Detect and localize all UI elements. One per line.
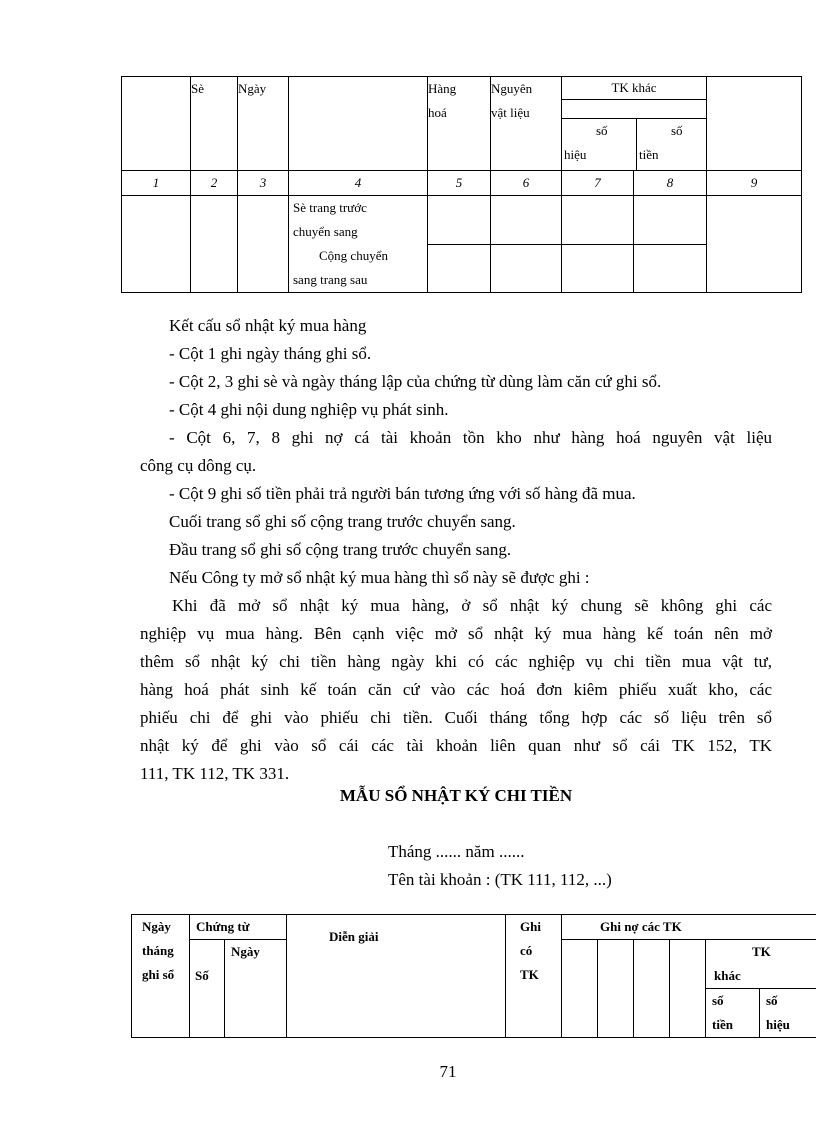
body-line: - Cột 6, 7, 8 ghi nợ cá tài khoản tồn kho như hàng hoá nguyên vật liệu (169, 428, 772, 447)
carry-over-line2: sang trang sau (293, 272, 368, 287)
body-line: - Cột 4 ghi nội dung nghiệp vụ phát sinh. (169, 400, 449, 419)
header-ghi-no: Ghi nợ các TK (562, 915, 816, 940)
col-number: 4 (289, 171, 428, 196)
body-line: Kết cấu sổ nhật ký mua hàng (169, 316, 367, 335)
body-line: phiếu chi để ghi vào phiếu chi tiền. Cuối tháng tổng hợp các số liệu trên sổ (140, 708, 772, 727)
body-line: nhật ký để ghi vào sổ cái các tài khoản liên quan như sổ cái TK 152, TK (140, 736, 772, 755)
header-tk-khac: TK khác số hiệu số tiền (562, 77, 707, 171)
month-line: Tháng ...... năm ...... (388, 842, 525, 861)
header-ngay-thang: Ngày tháng ghi sổ (132, 915, 190, 1038)
table-cell (428, 244, 491, 293)
carry-forward-line1: Sè trang trước (293, 200, 367, 215)
purchase-journal-table (121, 76, 802, 293)
table-cell (562, 196, 634, 245)
header-ngay: Ngày (238, 77, 289, 171)
table-cell (707, 196, 802, 293)
header-so-hieu: số hiệu (562, 119, 637, 170)
col-number: 3 (238, 171, 289, 196)
table-cell (191, 196, 238, 293)
table-cell (491, 196, 562, 245)
table-cell (428, 196, 491, 245)
table-cell (634, 940, 670, 1038)
carry-cell (289, 196, 428, 293)
table-cell (670, 940, 706, 1038)
header-so: Sè (191, 77, 238, 171)
body-text (140, 312, 772, 788)
table-cell (562, 244, 634, 293)
header-hang-hoa: Hàng hoá (428, 77, 491, 171)
body-line: - Cột 2, 3 ghi sè và ngày tháng lập của chứng từ dùng làm căn cứ ghi sổ. (169, 372, 662, 391)
table-cell (238, 196, 289, 293)
body-line: Đầu trang sổ ghi số cộng trang trước chuyển sang. (169, 540, 512, 559)
header-ghi-co: Ghi có TK (506, 915, 562, 1038)
body-line: - Cột 9 ghi số tiền phải trả người bán tương ứng với số hàng đã mua. (169, 484, 636, 503)
col-number: 8 (634, 171, 707, 196)
table-cell (122, 196, 191, 293)
col-number: 5 (428, 171, 491, 196)
header-so-tien: số tiền (706, 989, 760, 1038)
table-cell (491, 244, 562, 293)
body-line: hàng hoá phát sinh kế toán căn cứ vào các hoá đơn kiêm phiếu xuất kho, các (140, 680, 772, 699)
header-chung-tu: Chứng từ (190, 915, 287, 940)
header-cell-4 (289, 77, 428, 171)
header-nguyen-vat-lieu: Nguyên vật liệu (491, 77, 562, 171)
header-so-hieu: số hiệu (760, 989, 816, 1038)
header-tk-khac: TK khác (706, 940, 816, 989)
header-ngay: Ngày (225, 940, 287, 1038)
body-line: công cụ dông cụ. (140, 456, 257, 475)
header-cell-9 (707, 77, 802, 171)
account-line: Tên tài khoản : (TK 111, 112, ...) (388, 870, 612, 889)
table-cell (634, 244, 707, 293)
body-line: nghiệp vụ mua hàng. Bên cạnh việc mở sổ nhật ký mua hàng kế toán nên mở (140, 624, 772, 643)
header-dien-giai: Diễn giải (287, 915, 506, 1038)
col-number: 1 (122, 171, 191, 196)
table-cell (634, 196, 707, 245)
table-cell (562, 940, 598, 1038)
section-title: MẪU SỔ NHẬT KÝ CHI TIỀN (339, 786, 573, 805)
carry-over-line1: Cộng chuyển (319, 248, 388, 263)
cash-journal-table (131, 914, 816, 1038)
col-number: 2 (191, 171, 238, 196)
page-number: 71 (439, 1062, 457, 1081)
body-line: 111, TK 112, TK 331. (140, 764, 290, 783)
col-number: 7 (562, 171, 634, 196)
col-number: 6 (491, 171, 562, 196)
body-line: thêm sổ nhật ký chi tiền hàng ngày khi có các nghiệp vụ chi tiền mua vật tư, (140, 652, 772, 671)
carry-forward-line2: chuyển sang (293, 224, 358, 239)
header-so-tien: số tiền (639, 123, 683, 162)
header-cell-1 (122, 77, 191, 171)
body-line: Nếu Công ty mở sổ nhật ký mua hàng thì sổ này sẽ được ghi : (169, 568, 590, 587)
table-cell (598, 940, 634, 1038)
header-so: Số (190, 940, 225, 1038)
body-line: - Cột 1 ghi ngày tháng ghi sổ. (169, 344, 372, 363)
col-number: 9 (707, 171, 802, 196)
body-line: Khi đã mở sổ nhật ký mua hàng, ở sổ nhật ký chung sẽ không ghi các (172, 596, 772, 615)
body-line: Cuối trang sổ ghi số cộng trang trước chuyển sang. (169, 512, 516, 531)
